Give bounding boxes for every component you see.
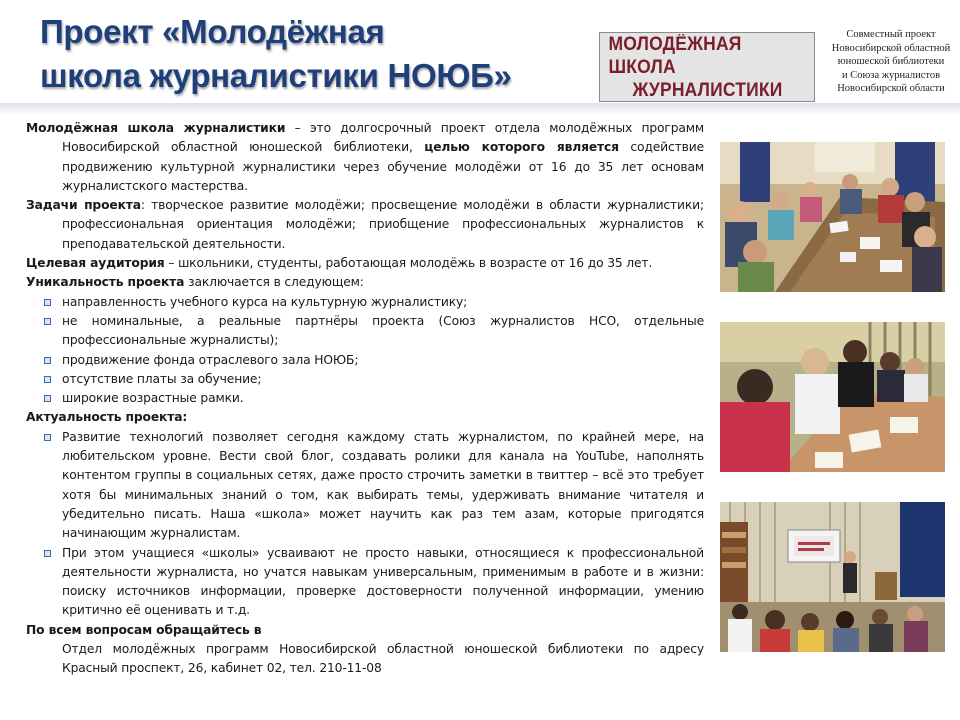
tasks-text: : творческое развитие молодёжи; просвещение молодёжи в области журналистики; профессиональная ориентация молодёжи; приобщение профессиональных журналистов к преподавательской деятельности. (62, 198, 704, 251)
uniqueness-paragraph (26, 273, 704, 292)
photo-classroom-table (720, 142, 945, 292)
uniqueness-label: Уникальность проекта (26, 275, 185, 290)
intro-paragraph (26, 119, 704, 196)
tasks-label: Задачи проекта (26, 198, 141, 213)
tasks-paragraph (26, 196, 704, 254)
note-line: и Союза журналистов (841, 69, 941, 81)
slide-title-line2: школа журналистики НОЮБ» (40, 57, 512, 94)
note-line: Совместный проект (846, 29, 936, 40)
list-item (26, 389, 704, 408)
audience-paragraph (26, 254, 704, 273)
list-item-text: широкие возрастные рамки. (62, 391, 244, 406)
logo-line1: МОЛОДЁЖНАЯ ШКОЛА (608, 33, 742, 78)
contact-label: По всем вопросам обращайтесь в (26, 622, 262, 637)
slide-title-line1: Проект «Молодёжная (40, 13, 385, 50)
uniqueness-list (26, 293, 704, 409)
list-item (26, 293, 704, 312)
joint-project-note (822, 28, 960, 96)
list-item-text: не номинальные, а реальные партнёры проекта (Союз журналистов НСО, отдельные профессиональные журналисты); (62, 313, 704, 348)
audience-label: Целевая аудитория (26, 256, 165, 271)
square-bullet-icon (44, 376, 51, 383)
list-item-text: продвижение фонда отраслевого зала НОЮБ; (62, 352, 359, 367)
slide-title (40, 10, 512, 98)
relevance-paragraph (26, 408, 704, 427)
note-line: Новосибирской области (837, 83, 945, 94)
note-line: юношеской библиотеки (837, 56, 945, 67)
header-divider (0, 103, 960, 115)
main-text (26, 119, 704, 679)
intro-bold-term: Молодёжная школа журналистики (26, 121, 286, 135)
logo-line2: ЖУРНАЛИСТИКИ (632, 79, 782, 101)
school-logo (599, 32, 815, 102)
square-bullet-icon (44, 357, 51, 364)
square-bullet-icon (44, 395, 51, 402)
list-item (26, 428, 704, 544)
list-item (26, 351, 704, 370)
relevance-label: Актуальность проекта: (26, 410, 188, 425)
list-item-text: Развитие технологий позволяет сегодня каждому стать журналистом, по крайней мере, на любительском уровне. Вести свой блог, создавать ролики для канала на YouTube, наполнять контентом группы в социальных сетях, даже просто строчить заметки в твиттер – всё это требует хотя бы минимальных знаний о том, как выбирать темы, удерживать внимание читателя и убедительно писать. Наша «школа» может научить как раз тем азам, которые пригодятся начинающим журналистам. (62, 429, 704, 541)
square-bullet-icon (44, 434, 51, 441)
audience-text: – школьники, студенты, работающая молодёжь в возрасте от 16 до 35 лет. (164, 256, 653, 271)
square-bullet-icon (44, 299, 51, 306)
intro-text: – это долгосрочный проект отдела молодёжных программ Новосибирской областной юношеской библиотеки, (62, 121, 704, 155)
contact-address: Отдел молодёжных программ Новосибирской областной юношеской библиотеки по адресу Красный проспект, 26, кабинет 02, тел. 210-11-08 (62, 642, 704, 676)
square-bullet-icon (44, 318, 51, 325)
list-item-text: направленность учебного курса на культурную журналистику; (62, 294, 468, 309)
relevance-list (26, 428, 704, 621)
photo-lecture-hall (720, 502, 945, 652)
goal-text: содействие продвижению культурной журналистики через обучение молодёжи от 16 до 35 лет основам журналистского мастерства. (62, 140, 704, 193)
square-bullet-icon (44, 550, 51, 557)
note-line: Новосибирской областной (831, 42, 951, 54)
list-item (26, 544, 704, 621)
contact-paragraph (26, 621, 704, 640)
list-item-text: отсутствие платы за обучение; (62, 371, 262, 386)
list-item (26, 370, 704, 389)
list-item-text: При этом учащиеся «школы» усваивают не просто навыки, относящиеся к профессиональной деятельности журналиста, но учатся навыкам универсальным, применимым в работе и в жизни: поиску источников информации, проверке достоверности полученной информации, умению критично её оценивать и т.д. (62, 545, 704, 618)
list-item (26, 312, 704, 351)
uniqueness-text: заключается в следующем: (184, 275, 364, 290)
goal-label: целью которого является (424, 140, 619, 155)
photo-students-writing (720, 322, 945, 472)
